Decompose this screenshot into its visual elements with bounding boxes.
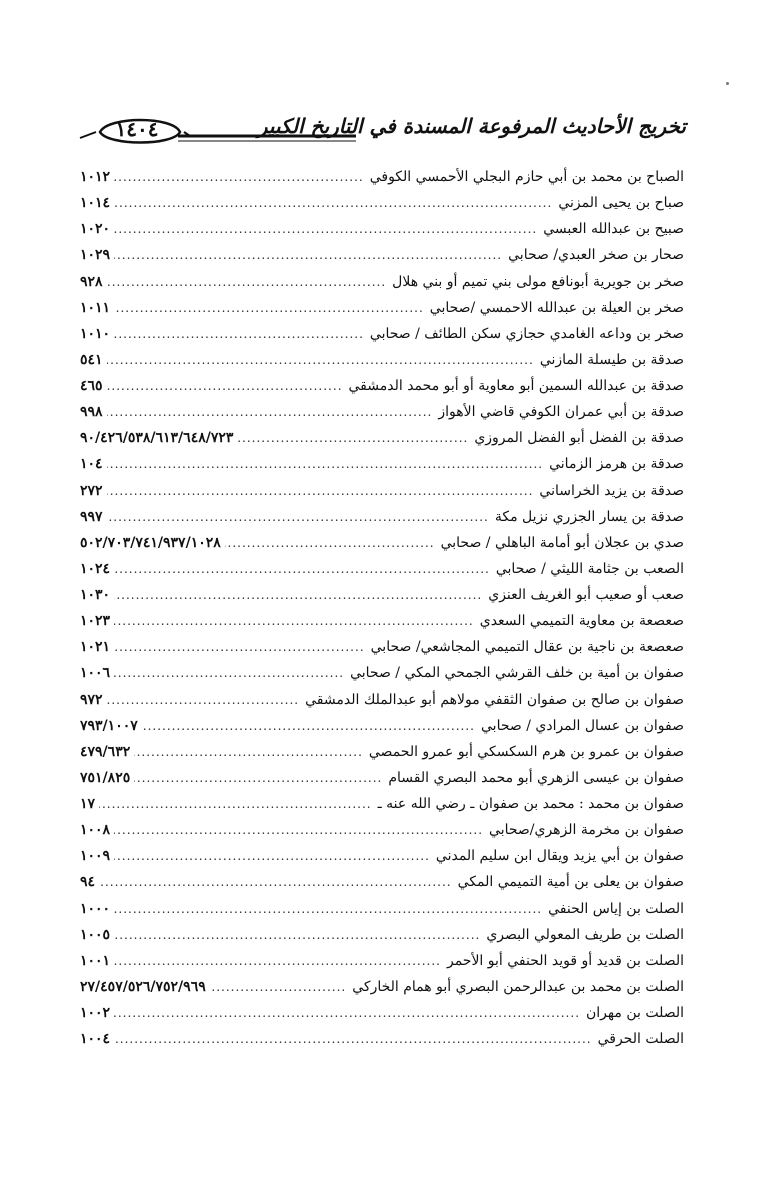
index-entry	[80, 321, 684, 347]
dot-leader	[107, 379, 343, 393]
dot-leader	[107, 457, 544, 471]
entry-page-refs: ١٠١١	[80, 299, 111, 316]
index-entry	[80, 922, 684, 948]
entry-page-refs: ١٠٢١	[80, 639, 111, 656]
entry-name: صدقة بن عبدالله السمين أبو معاوية أو أبو محمد الدمشقي	[348, 378, 684, 395]
index-entry	[80, 295, 684, 321]
dot-leader	[114, 666, 344, 680]
dot-leader	[114, 849, 430, 863]
dot-leader	[114, 222, 537, 236]
entry-page-refs: ١٠٠٦	[80, 665, 111, 682]
entry-name: الصلت بن مهران	[586, 1005, 684, 1022]
entry-name: صبيح بن عبدالله العبسي	[543, 221, 684, 238]
index-entry	[80, 713, 684, 739]
entry-page-refs: ٥٠٢/٧٠٣/٧٤١/٩٣٧/١٠٢٨	[80, 534, 221, 551]
index-entry	[80, 190, 684, 216]
dot-leader	[225, 536, 435, 550]
entry-page-refs: ٤٦٥	[80, 378, 103, 395]
entry-name: الصلت بن إياس الحنفي	[548, 900, 684, 917]
entry-page-refs: ٩٤	[80, 874, 96, 891]
entry-page-refs: ١٠٠٢	[80, 1005, 111, 1022]
dot-leader	[114, 1032, 592, 1046]
entry-name: صخر بن جويرية أبونافع مولى بني تميم أو بني هلال	[392, 273, 684, 290]
dot-leader	[114, 588, 482, 602]
page-header	[78, 112, 686, 146]
index-entry	[80, 347, 684, 373]
entry-page-refs: ٢٧٢	[80, 482, 103, 499]
dot-leader	[142, 719, 475, 733]
index-entry	[80, 478, 684, 504]
entry-name: صفوان بن صالح بن صفوان الثقفي مولاهم أبو عبدالملك الدمشقي	[305, 691, 684, 708]
entry-page-refs: ٧٥١/٨٢٥	[80, 769, 131, 786]
entry-name: صدقة بن يسار الجزري نزيل مكة	[494, 508, 684, 525]
entry-name: الصلت الحرقي	[597, 1031, 684, 1048]
entry-name: صفوان بن يعلى بن أمية التميمي المكي	[457, 874, 684, 891]
index-entry	[80, 425, 684, 451]
entry-name: الصلت بن قديد أو قويد الحنفي أبو الأحمر	[446, 952, 684, 969]
entry-name: صفوان بن محمد : محمد بن صفوان ـ رضي الله عنه ـ	[377, 796, 684, 813]
entry-name: صدقة بن يزيد الخراساني	[539, 482, 684, 499]
entry-name: الصعب بن جثامة الليثي / صحابي	[495, 560, 684, 577]
dot-leader	[114, 823, 483, 837]
entry-page-refs: ٩٠/٤٢٦/٥٣٨/٦١٣/٦٤٨/٧٢٣	[80, 430, 234, 447]
entry-name: صعب أو صعيب أبو الغريف العنزي	[488, 587, 684, 604]
entry-name: صدقة بن الفضل أبو الفضل المروزي	[474, 430, 684, 447]
entry-page-refs: ١٧	[80, 796, 96, 813]
entry-page-refs: ٢٧/٤٥٧/٥٢٦/٧٥٢/٩٦٩	[80, 978, 206, 995]
index-entry	[80, 896, 684, 922]
entry-name: صعصعة بن معاوية التميمي السعدي	[479, 613, 684, 630]
entry-name: صفوان بن أبي يزيد ويقال ابن سليم المدني	[435, 848, 684, 865]
entry-page-refs: ١٠٠٤	[80, 1031, 111, 1048]
entry-page-refs: ٩٧٢	[80, 691, 103, 708]
index-entry	[80, 660, 684, 686]
entry-name: الصلت بن طريف المعولي البصري	[486, 926, 684, 943]
entry-page-refs: ١٠١٢	[80, 169, 111, 186]
dot-leader	[107, 353, 534, 367]
index-entry	[80, 556, 684, 582]
index-entry	[80, 1000, 684, 1026]
entry-name: صدقة بن أبي عمران الكوفي قاضي الأهواز	[438, 404, 684, 421]
index-entry	[80, 869, 684, 895]
index-entry	[80, 948, 684, 974]
entry-name: صفوان بن مخرمة الزهري/صحابي	[489, 822, 684, 839]
entry-page-refs: ١٠٠٥	[80, 926, 111, 943]
entry-name: صعصعة بن ناجية بن عقال التميمي المجاشعي/ صحابي	[370, 639, 684, 656]
dot-leader	[210, 980, 347, 994]
dot-leader	[114, 327, 364, 341]
index-entry	[80, 687, 684, 713]
index-entry	[80, 765, 684, 791]
entry-page-refs: ١٠١٠	[80, 325, 111, 342]
index-entry	[80, 164, 684, 190]
index-entry	[80, 608, 684, 634]
entry-name: صفوان بن عسال المرادي / صحابي	[481, 717, 684, 734]
entry-page-refs: ١٠٢٩	[80, 247, 111, 264]
entry-page-refs: ٧٩٣/١٠٠٧	[80, 717, 138, 734]
entry-name: صخر بن العيلة بن عبدالله الاحمسي /صحابي	[429, 299, 684, 316]
entry-page-refs: ١٠٤	[80, 456, 103, 473]
entry-page-refs: ٩٩٧	[80, 508, 103, 525]
index-entry	[80, 582, 684, 608]
entry-page-refs: ١٠٢٤	[80, 560, 111, 577]
header-ornament	[78, 112, 358, 146]
index-entry	[80, 530, 684, 556]
dot-leader	[107, 484, 534, 498]
dot-leader	[114, 248, 502, 262]
entry-name: صباح بن يحيى المزني	[558, 195, 684, 212]
dot-leader	[114, 170, 364, 184]
page-speck	[726, 82, 729, 85]
entry-page-refs: ٥٤١	[80, 351, 103, 368]
dot-leader	[114, 902, 542, 916]
index-entry	[80, 739, 684, 765]
dot-leader	[99, 797, 372, 811]
index-entry	[80, 634, 684, 660]
entry-page-refs: ١٠٠٩	[80, 848, 111, 865]
dot-leader	[114, 954, 441, 968]
dot-leader	[107, 405, 433, 419]
entry-name: صفوان بن عيسى الزهري أبو محمد البصري القسام	[388, 769, 684, 786]
index-entry	[80, 399, 684, 425]
dot-leader	[134, 745, 363, 759]
entry-name: الصلت بن محمد بن عبدالرحمن البصري أبو همام الخاركي	[352, 978, 684, 995]
entry-name: صدقة بن طيسلة المازني	[539, 351, 684, 368]
dot-leader	[114, 640, 365, 654]
dot-leader	[107, 510, 489, 524]
entry-name: صدي بن عجلان أبو أمامة الباهلي / صحابي	[440, 534, 684, 551]
dot-leader	[114, 1006, 580, 1020]
dot-leader	[114, 614, 474, 628]
dot-leader	[107, 693, 300, 707]
index-entry	[80, 451, 684, 477]
index-entry	[80, 1026, 684, 1052]
entry-name: صحار بن صخر العبدي/ صحابي	[508, 247, 684, 264]
entry-page-refs: ١٠١٤	[80, 195, 111, 212]
index-entry	[80, 817, 684, 843]
entry-page-refs: ١٠٠٨	[80, 822, 111, 839]
entry-page-refs: ١٠٢٣	[80, 613, 111, 630]
dot-leader	[107, 275, 387, 289]
dot-leader	[114, 196, 552, 210]
index-list	[80, 164, 684, 1052]
index-entry	[80, 216, 684, 242]
entry-page-refs: ٩٩٨	[80, 404, 103, 421]
entry-page-refs: ١٠٠١	[80, 952, 111, 969]
entry-page-refs: ١٠٠٠	[80, 900, 111, 917]
index-entry	[80, 843, 684, 869]
entry-name: صدقة بن هرمز الزماني	[549, 456, 684, 473]
entry-name: الصباح بن محمد بن أبي حازم البجلي الأحمسي الكوفي	[369, 169, 684, 186]
entry-name: صفوان بن عمرو بن هرم السكسكي أبو عمرو الحمصي	[368, 743, 684, 760]
running-title: تخريج الأحاديث المرفوعة المسندة في التاريخ الكبير	[257, 114, 686, 138]
dot-leader	[134, 771, 382, 785]
entry-name: صفوان بن أمية بن خلف القرشي الجمحي المكي / صحابي	[350, 665, 684, 682]
index-entry	[80, 974, 684, 1000]
index-entry	[80, 504, 684, 530]
dot-leader	[237, 431, 468, 445]
entry-page-refs: ١٠٢٠	[80, 221, 111, 238]
dot-leader	[99, 875, 452, 889]
index-entry	[80, 791, 684, 817]
entry-page-refs: ٩٢٨	[80, 273, 103, 290]
dot-leader	[114, 928, 480, 942]
dot-leader	[114, 301, 424, 315]
entry-name: صخر بن وداعه الغامدي حجازي سكن الطائف / صحابي	[369, 325, 684, 342]
index-entry	[80, 269, 684, 295]
dot-leader	[114, 562, 490, 576]
index-entry	[80, 242, 684, 268]
entry-page-refs: ٤٧٩/٦٣٢	[80, 743, 131, 760]
index-entry	[80, 373, 684, 399]
page-number: ١٤٠٤	[115, 117, 159, 141]
entry-page-refs: ١٠٣٠	[80, 587, 111, 604]
